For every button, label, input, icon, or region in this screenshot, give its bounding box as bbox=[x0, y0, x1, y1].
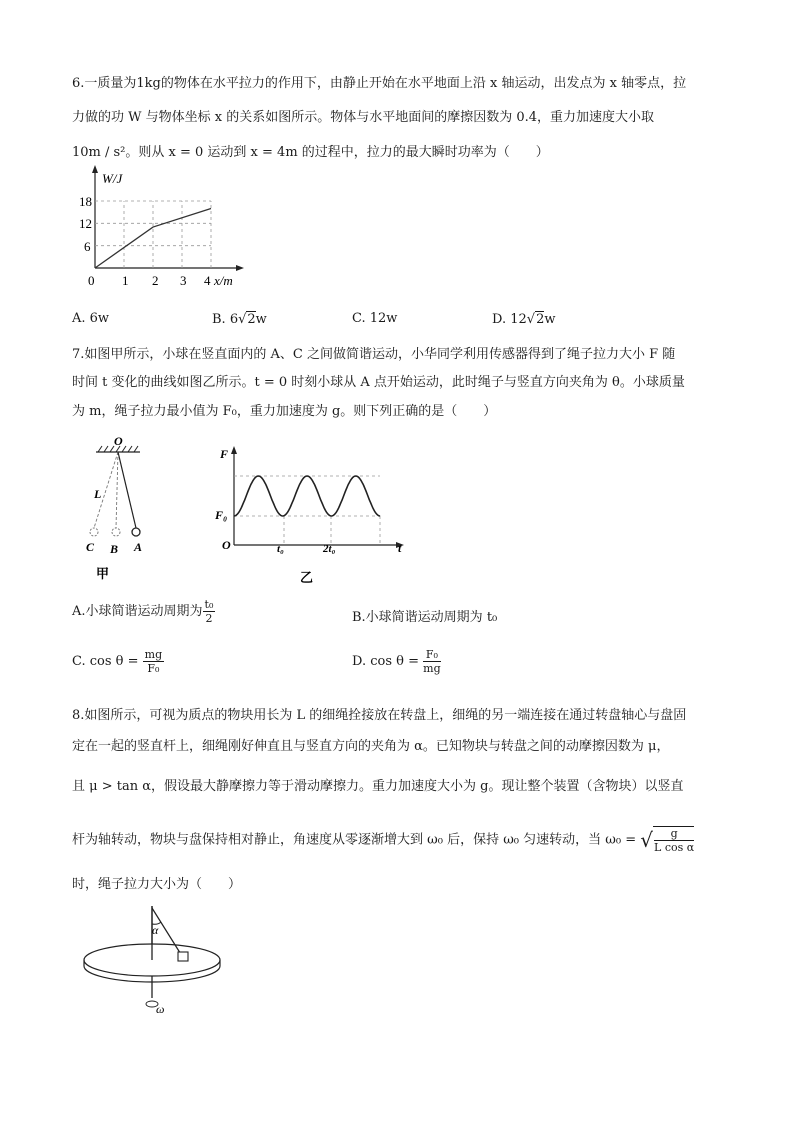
2t0-label: 2t₀ bbox=[323, 543, 336, 555]
origin-label: 0 bbox=[88, 273, 95, 288]
label-c: C bbox=[86, 540, 95, 554]
ball-a bbox=[132, 528, 140, 536]
x-axis-arrow bbox=[236, 265, 244, 271]
x-axis-label: x/m bbox=[214, 273, 233, 288]
string-b bbox=[116, 452, 118, 528]
force-wave bbox=[234, 476, 380, 516]
q7-pendulum-figure bbox=[78, 432, 158, 582]
caption-jia: 甲 bbox=[96, 566, 110, 581]
q6-work-displacement-graph bbox=[78, 162, 278, 292]
q7-line-2: 时间 t 变化的曲线如图乙所示。t = 0 时刻小球从 A 点开始运动，此时绳子与竖直方向夹角为 θ。小球质量 bbox=[72, 375, 685, 390]
x-tick-4: 4 bbox=[204, 273, 211, 288]
q6-option-c: C. 12w bbox=[352, 311, 398, 326]
length-label: L bbox=[94, 487, 102, 501]
q6-line-2: 力做的功 W 与物体坐标 x 的关系如图所示。物体与水平地面间的摩擦因数为 0.4，重力加速度大小取 bbox=[72, 110, 655, 125]
pivot-label: O bbox=[114, 434, 123, 448]
q7-line-1: 7.如图甲所示，小球在竖直面内的 A、C 之间做简谐运动，小华同学利用传感器得到了绳子拉力大小 F 随 bbox=[72, 347, 676, 362]
q6-line-1: 6.一质量为1kg的物体在水平拉力的作用下，由静止开始在水平地面上沿 x 轴运动，出发点为 x 轴零点，拉 bbox=[72, 76, 687, 91]
string-a bbox=[118, 452, 136, 528]
f-axis-arrow bbox=[231, 446, 237, 454]
y-tick-6: 6 bbox=[84, 239, 91, 254]
label-a: A bbox=[134, 540, 143, 554]
q7-option-d: D. cos θ = $\frac{\text{F₀}}{mg}$ bbox=[352, 648, 441, 675]
q8-line-5: 时，绳子拉力大小为（ ） bbox=[72, 877, 242, 892]
t0-label: t₀ bbox=[277, 543, 284, 555]
q7-option-b: B.小球简谐运动周期为 t₀ bbox=[352, 610, 498, 625]
t-axis-label: t bbox=[398, 541, 402, 555]
q6-option-b: B. 6√2w bbox=[212, 312, 267, 327]
y-tick-12: 12 bbox=[79, 216, 92, 231]
q7-force-time-graph bbox=[212, 440, 412, 590]
y-axis-arrow bbox=[92, 165, 98, 173]
block bbox=[178, 952, 188, 961]
q6-option-d: D. 12√2w bbox=[492, 312, 556, 327]
f-axis-label: F bbox=[220, 447, 229, 461]
q8-line-2: 定在一起的竖直杆上，细绳刚好伸直且与竖直方向的夹角为 α。已知物块与转盘之间的动摩擦因数为 μ， bbox=[72, 739, 670, 754]
omega-label: ω bbox=[156, 1002, 165, 1016]
x-tick-3: 3 bbox=[180, 273, 187, 288]
q8-line-1: 8.如图所示，可视为质点的物块用长为 L 的细绳拴接放在转盘上，细绳的另一端连接在通过转盘轴心与盘固 bbox=[72, 708, 687, 723]
q8-line-4: 杆为轴转动，物块与盘保持相对静止，角速度从零逐渐增大到 ω₀ 后，保持 ω₀ 匀速转动，当 ω₀ = √ $\frac{g}{\text{L cos α}}$ bbox=[72, 827, 695, 854]
x-tick-1: 1 bbox=[122, 273, 129, 288]
ball-b bbox=[112, 528, 120, 536]
y-axis-label: W/J bbox=[102, 171, 123, 186]
x-tick-2: 2 bbox=[152, 273, 159, 288]
y-tick-18: 18 bbox=[79, 194, 92, 209]
q8-turntable-figure bbox=[78, 898, 228, 1018]
q7-option-a: A.小球简谐运动周期为 $\frac{\text{t₀}}{2}$ bbox=[72, 598, 214, 625]
origin-o: O bbox=[222, 538, 231, 552]
label-b: B bbox=[110, 542, 119, 556]
f0-label: F₀ bbox=[215, 508, 228, 522]
q7-line-3: 为 m，绳子拉力最小值为 F₀，重力加速度为 g。则下列正确的是（ ） bbox=[72, 404, 497, 419]
ball-c bbox=[90, 528, 98, 536]
caption-yi: 乙 bbox=[300, 570, 314, 585]
q8-line-3: 且 μ > tan α，假设最大静摩擦力等于滑动摩擦力。重力加速度大小为 g。现让整个装置（含物块）以竖直 bbox=[72, 779, 684, 794]
q7-option-c: C. cos θ = $\frac{mg}{\text{F₀}}$ bbox=[72, 648, 163, 675]
alpha-label: α bbox=[152, 923, 159, 937]
q6-option-a: A. 6w bbox=[72, 311, 110, 326]
q6-line-3: 10m / s²。则从 x = 0 运动到 x = 4m 的过程中，拉力的最大瞬时功率为（ ） bbox=[72, 145, 549, 160]
